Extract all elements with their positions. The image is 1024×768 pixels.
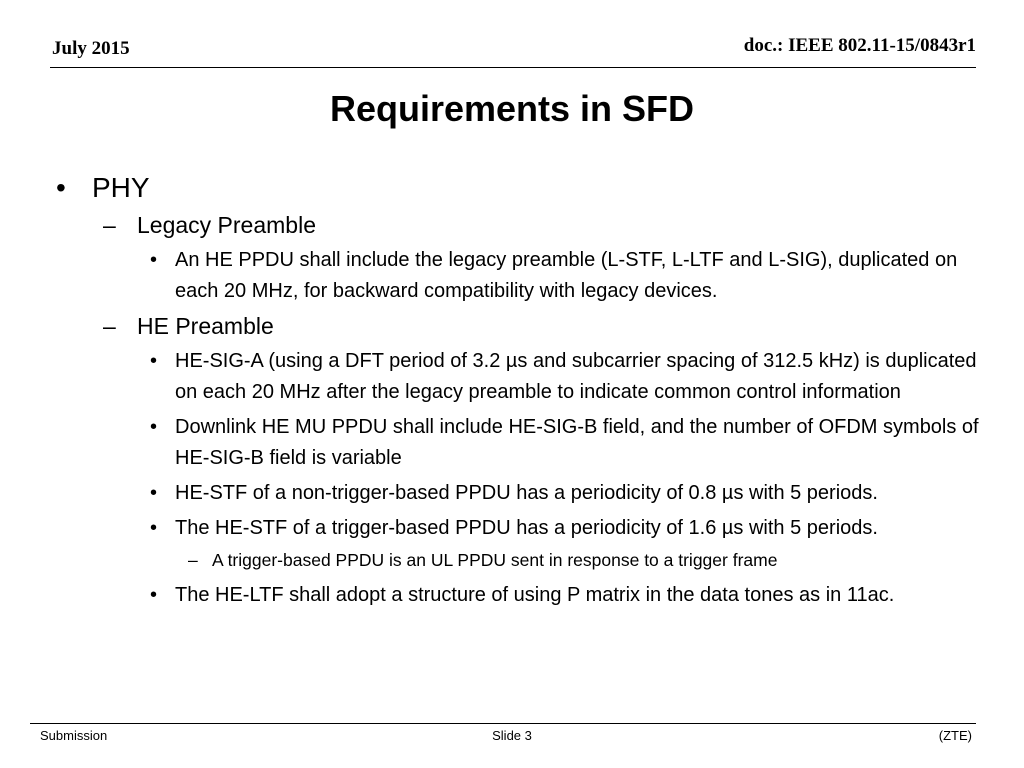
bullet-he-ltf	[0, 580, 1024, 611]
bullet-he-sig-a	[0, 346, 1024, 408]
dash-marker: –	[188, 550, 198, 570]
footer-organization: (ZTE)	[938, 728, 972, 743]
bullet-marker: •	[150, 249, 158, 271]
legacy-preamble-text: Legacy Preamble	[137, 212, 316, 238]
bullet-marker: •	[56, 172, 66, 203]
bullet-marker: •	[150, 584, 158, 606]
bullet-he-sig-b	[0, 412, 1024, 474]
he-sig-a-text: HE-SIG-A (using a DFT period of 3.2 µs and subcarrier spacing of 312.5 kHz) is duplicated on each 20 MHz after the legacy preamble to indicate common control information	[175, 350, 977, 403]
slide-title: Requirements in SFD	[329, 88, 695, 129]
header-date: July 2015	[52, 38, 130, 59]
bullet-marker: •	[150, 517, 158, 539]
dash-marker: –	[103, 313, 116, 339]
bullet-marker: •	[150, 416, 158, 438]
bullet-he-stf-trigger	[0, 513, 1024, 544]
bullet-phy	[0, 170, 1024, 206]
bullet-he-stf-non-trigger	[0, 478, 1024, 509]
footer-submission: Submission	[40, 728, 108, 743]
bullet-legacy-preamble	[0, 210, 1024, 240]
footer-rule	[30, 723, 976, 724]
bullet-marker: •	[150, 482, 158, 504]
header-doc-id: doc.: IEEE 802.11-15/0843r1	[743, 35, 976, 56]
he-preamble-text: HE Preamble	[137, 313, 274, 339]
bullet-phy-text: PHY	[92, 172, 150, 203]
trigger-ppdu-note-text: A trigger-based PPDU is an UL PPDU sent in response to a trigger frame	[212, 550, 778, 570]
he-stf-trigger-text: The HE-STF of a trigger-based PPDU has a periodicity of 1.6 µs with 5 periods.	[175, 517, 878, 539]
bullet-trigger-ppdu-note	[0, 548, 1024, 572]
dash-marker: –	[103, 212, 116, 238]
bullet-legacy-item	[0, 245, 1024, 307]
header-rule	[50, 67, 976, 68]
footer-slide-number: Slide 3	[492, 728, 532, 743]
he-sig-b-text: Downlink HE MU PPDU shall include HE-SIG-B field, and the number of OFDM symbols of HE-SIG-B field is variable	[175, 416, 979, 469]
bullet-he-preamble	[0, 311, 1024, 341]
bullet-marker: •	[150, 350, 158, 372]
he-stf-non-trigger-text: HE-STF of a non-trigger-based PPDU has a periodicity of 0.8 µs with 5 periods.	[175, 482, 878, 504]
legacy-item-text: An HE PPDU shall include the legacy preamble (L-STF, L-LTF and L-SIG), duplicated on each 20 MHz, for backward compatibility with legacy devices.	[175, 249, 958, 302]
slide-body	[0, 170, 1024, 615]
he-ltf-text: The HE-LTF shall adopt a structure of using P matrix in the data tones as in 11ac.	[175, 584, 895, 606]
